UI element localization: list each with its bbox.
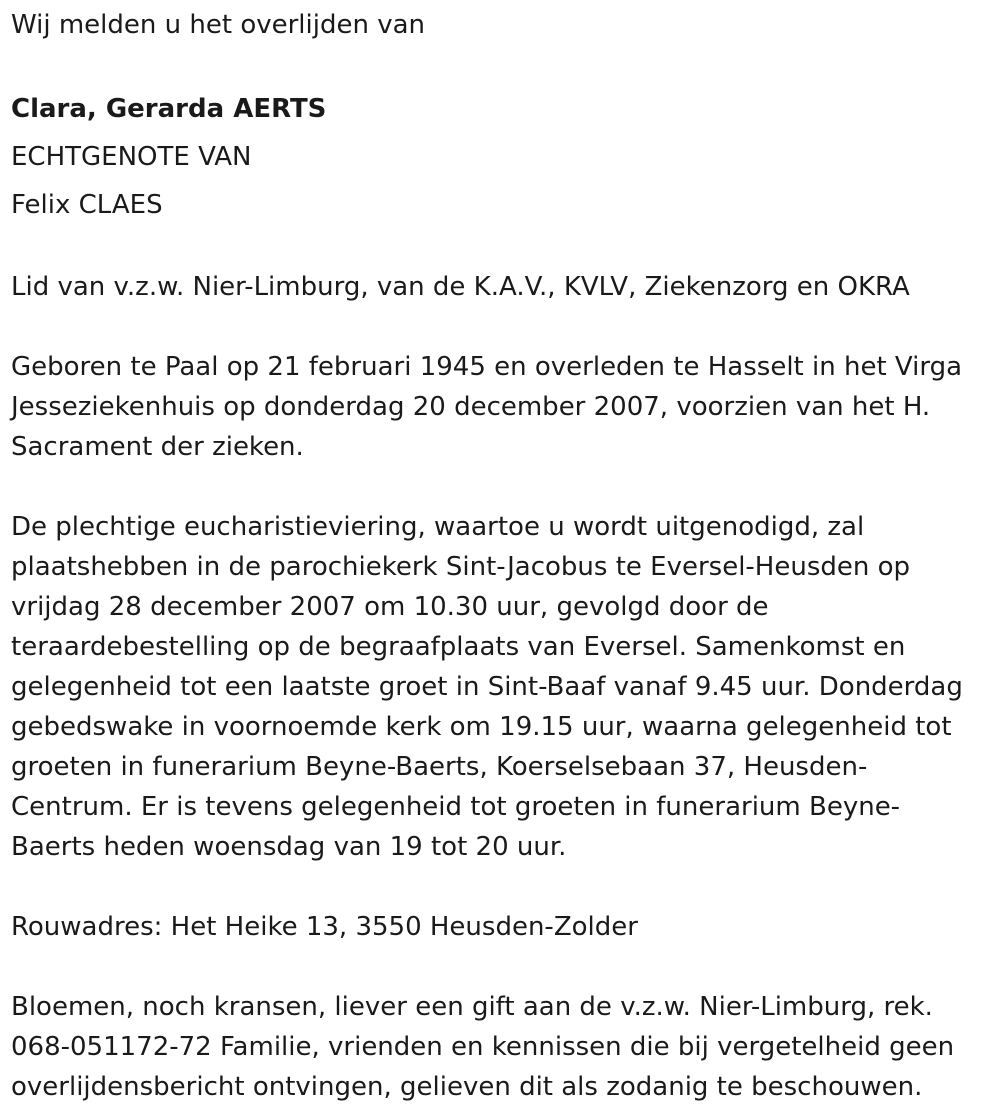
spouse-name: Felix CLAES	[11, 190, 163, 220]
paragraph-line: gelegenheid tot een laatste groet in Sint-Baaf vanaf 9.45 uur. Donderdag	[11, 672, 963, 702]
spacer	[11, 947, 988, 987]
paragraph-line: overlijdensbericht ontvingen, gelieven dit als zodanig te beschouwen.	[11, 1072, 923, 1102]
paragraph-line: Sacrament der zieken.	[11, 432, 304, 462]
paragraph-line: teraardebestelling op de begraafplaats van Eversel. Samenkomst en	[11, 632, 906, 662]
intro-text: Wij melden u het overlijden van	[11, 10, 426, 40]
paragraph-line: Baerts heden woensdag van 19 tot 20 uur.	[11, 832, 567, 862]
spacer	[11, 45, 988, 85]
name-block	[11, 85, 988, 229]
membership-text: Lid van v.z.w. Nier-Limburg, van de K.A.V., KVLV, Ziekenzorg en OKRA	[11, 272, 910, 302]
paragraph-line: Bloemen, noch kransen, liever een gift aan de v.z.w. Nier-Limburg, rek.	[11, 992, 933, 1022]
ceremony-paragraph	[11, 507, 988, 867]
paragraph-line: plaatshebben in de parochiekerk Sint-Jacobus te Eversel-Heusden op	[11, 552, 911, 582]
paragraph-line: De plechtige eucharistieviering, waartoe u wordt uitgenodigd, zal	[11, 512, 865, 542]
paragraph-line: Geboren te Paal op 21 februari 1945 en overleden te Hasselt in het Virga	[11, 352, 963, 382]
paragraph-line: 068-051172-72 Familie, vrienden en kennissen die bij vergetelheid geen	[11, 1032, 955, 1062]
mourning-address: Rouwadres: Het Heike 13, 3550 Heusden-Zolder	[11, 912, 638, 942]
paragraph-line: vrijdag 28 december 2007 om 10.30 uur, gevolgd door de	[11, 592, 769, 622]
relation-label: ECHTGENOTE VAN	[11, 142, 252, 172]
closing-paragraph	[11, 987, 988, 1107]
deceased-name: Clara, Gerarda AERTS	[11, 94, 327, 124]
paragraph-line: Centrum. Er is tevens gelegenheid tot groeten in funerarium Beyne-	[11, 792, 901, 822]
spacer	[11, 867, 988, 907]
spacer	[11, 307, 988, 347]
paragraph-line: groeten in funerarium Beyne-Baerts, Koerselsebaan 37, Heusden-	[11, 752, 868, 782]
paragraph-line: gebedswake in voornoemde kerk om 19.15 uur, waarna gelegenheid tot	[11, 712, 952, 742]
birth-death-paragraph	[11, 347, 988, 467]
spacer	[11, 467, 988, 507]
paragraph-line: Jesseziekenhuis op donderdag 20 december 2007, voorzien van het H.	[11, 392, 931, 422]
spacer	[11, 229, 988, 267]
